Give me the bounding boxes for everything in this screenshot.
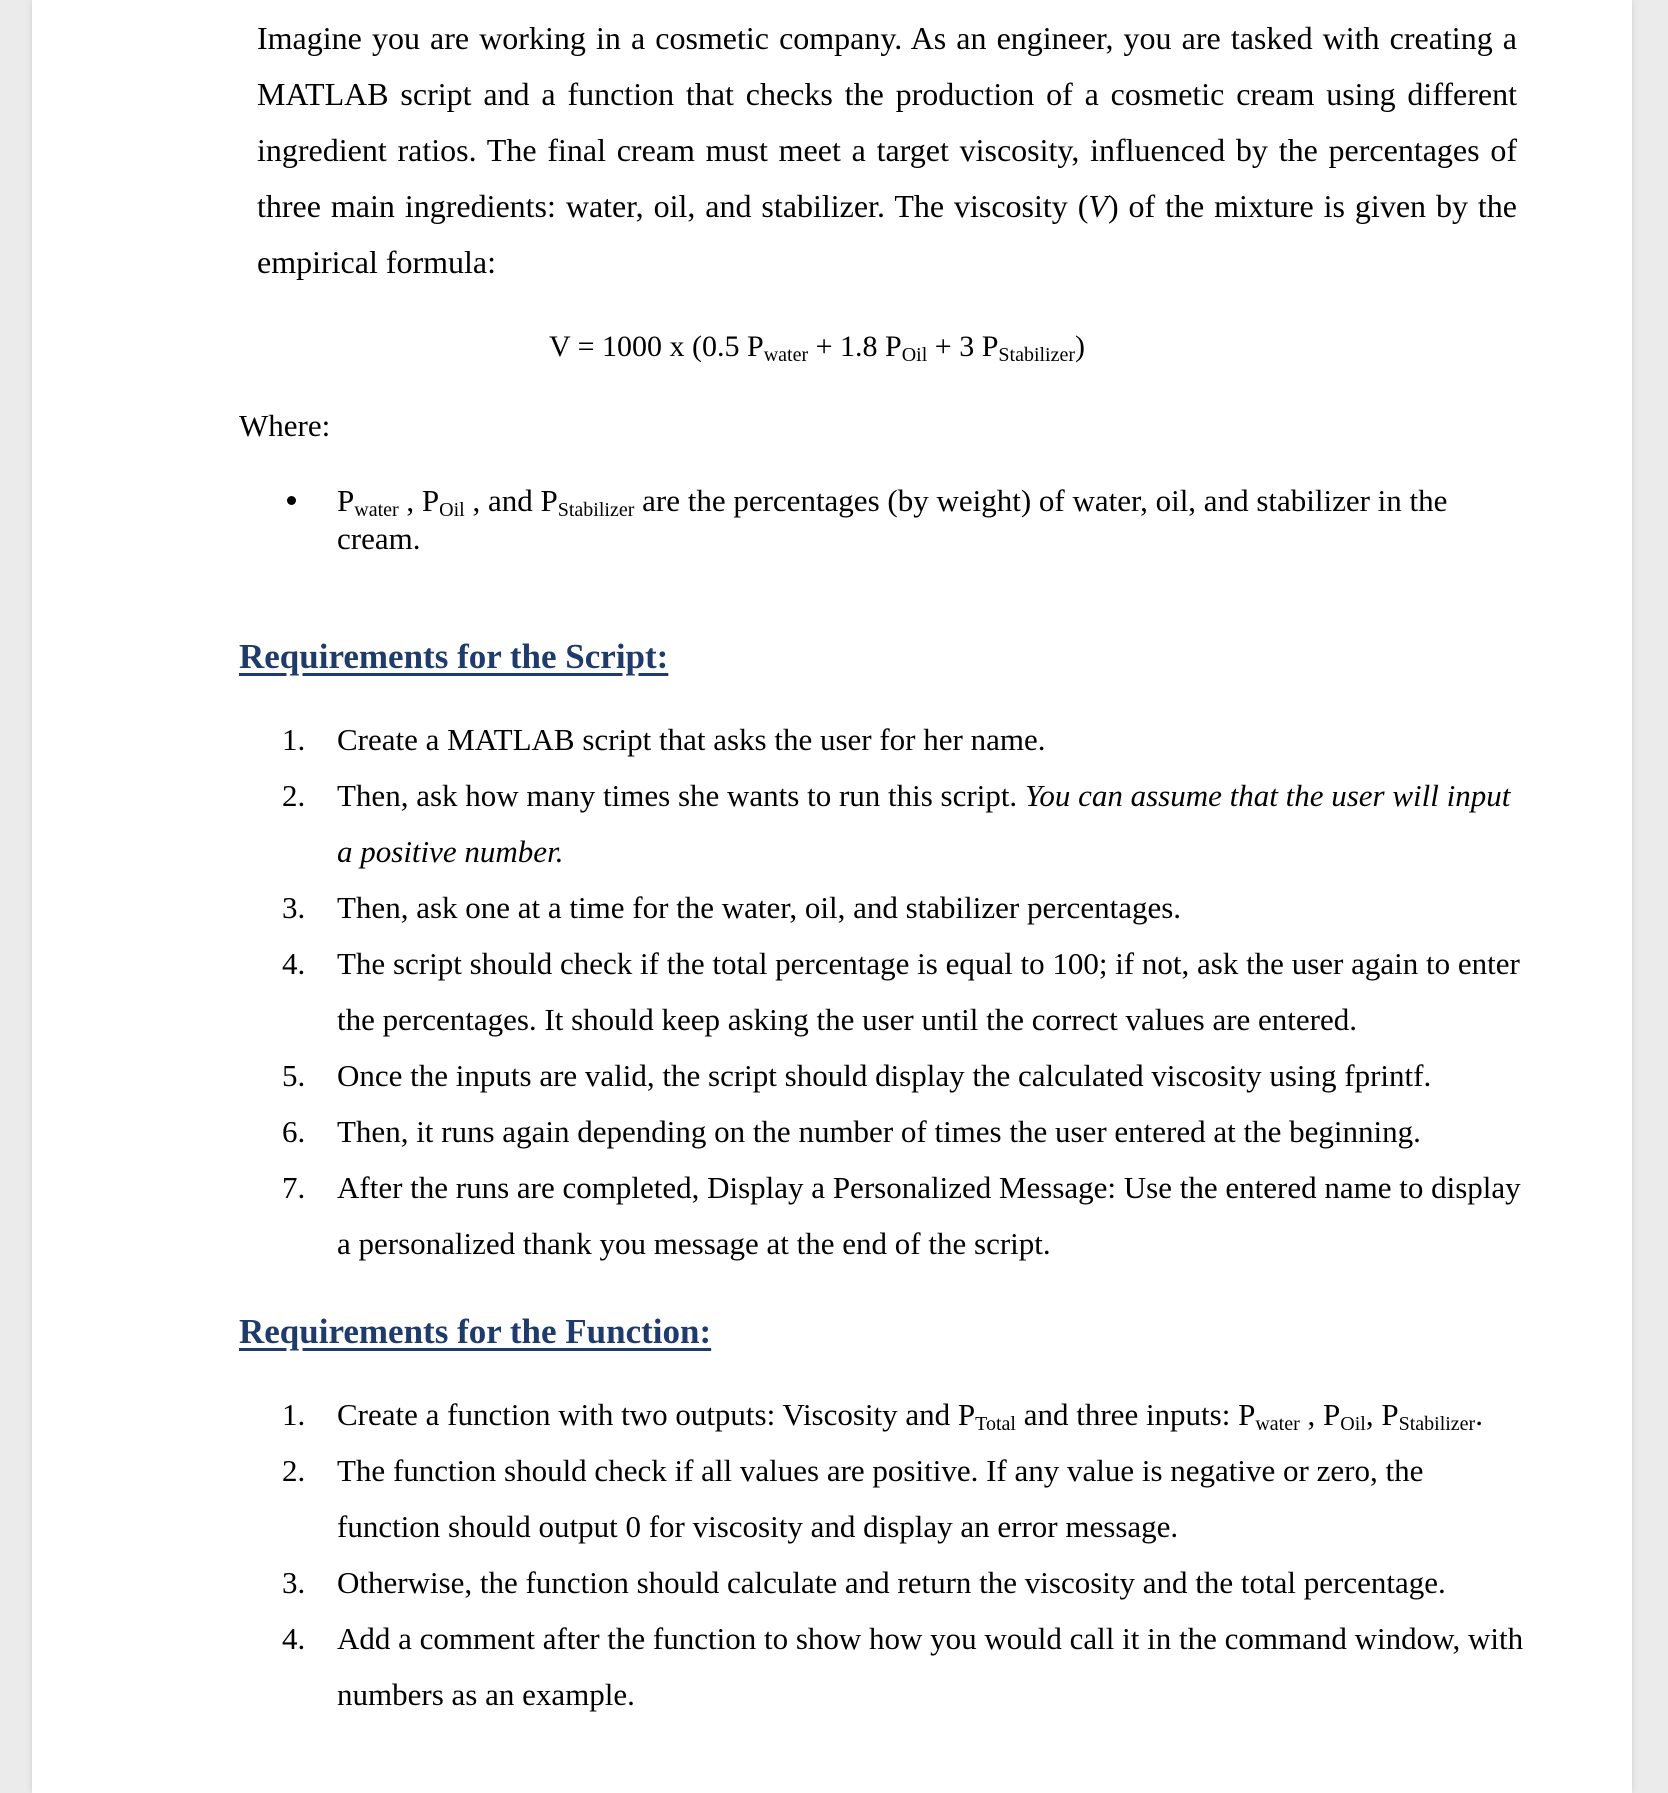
list-item: 1. Create a MATLAB script that asks the user for her name. <box>282 722 1046 757</box>
function-requirements-heading: Requirements for the Function: <box>239 1312 712 1351</box>
list-item: 2. Then, ask how many times she wants to run this script. You can assume that the user will input a positive number. <box>282 778 1511 869</box>
variable-definition-text: $P_{water}$ , $P_{Oil}$ , and $P_{Stabilizer}$ are the percentages (by weight) of water, oil, and stabilizer in the cream. <box>337 483 1448 556</box>
viscosity-formula: V = 1000 x (0.5 $P_{water} + 1.8$ $P_{Oil} + 3$ $P_{Stabilizer}$) <box>548 330 1086 366</box>
list-item: 7. After the runs are completed, Display a Personalized Message: Use the entered name to display a personalized thank you message at the end of the script. <box>282 1170 1521 1261</box>
list-item: 5. Once the inputs are valid, the script should display the calculated viscosity using fprintf. <box>282 1058 1432 1093</box>
intro-paragraph: Imagine you are working in a cosmetic company. As an engineer, you are tasked with creating a MATLAB script and a function that checks the production of a cosmetic cream using different ingredient ratios. The final cream must meet a target viscosity, influenced by the percentages of three main ingredients: water, oil, and stabilizer. The viscosity (V) of the mixture is given by the empirical formula: <box>257 20 1518 280</box>
list-item: 6. Then, it runs again depending on the number of times the user entered at the beginning. <box>282 1114 1421 1149</box>
list-item: 1. Create a function with two outputs: Viscosity and $P_{Total}$ and three inputs: $P_{water}$ , $P_{Oil}$, $P_{Stabilizer}$. <box>282 1397 1483 1435</box>
viscosity-symbol: V <box>1088 188 1108 224</box>
list-item: 4. Add a comment after the function to show how you would call it in the command window, with numbers as an example. <box>282 1621 1524 1712</box>
where-label: Where: <box>239 408 331 443</box>
script-requirements-list <box>282 712 1532 1272</box>
list-item: 4. The script should check if the total percentage is equal to 100; if not, ask the user again to enter the percentages. It should keep asking the user until the correct values are entered. <box>282 946 1520 1037</box>
function-requirements-list <box>282 1387 1532 1723</box>
variable-definition-bullet <box>287 482 1527 558</box>
script-requirements-heading: Requirements for the Script: <box>239 637 669 676</box>
document-page <box>32 0 1632 1793</box>
list-item: 3. Then, ask one at a time for the water, oil, and stabilizer percentages. <box>282 890 1182 925</box>
bullet-icon <box>287 496 296 505</box>
list-item: 2. The function should check if all values are positive. If any value is negative or zero, the function should output 0 for viscosity and display an error message. <box>282 1453 1424 1544</box>
list-item: 3. Otherwise, the function should calculate and return the viscosity and the total percentage. <box>282 1565 1446 1600</box>
